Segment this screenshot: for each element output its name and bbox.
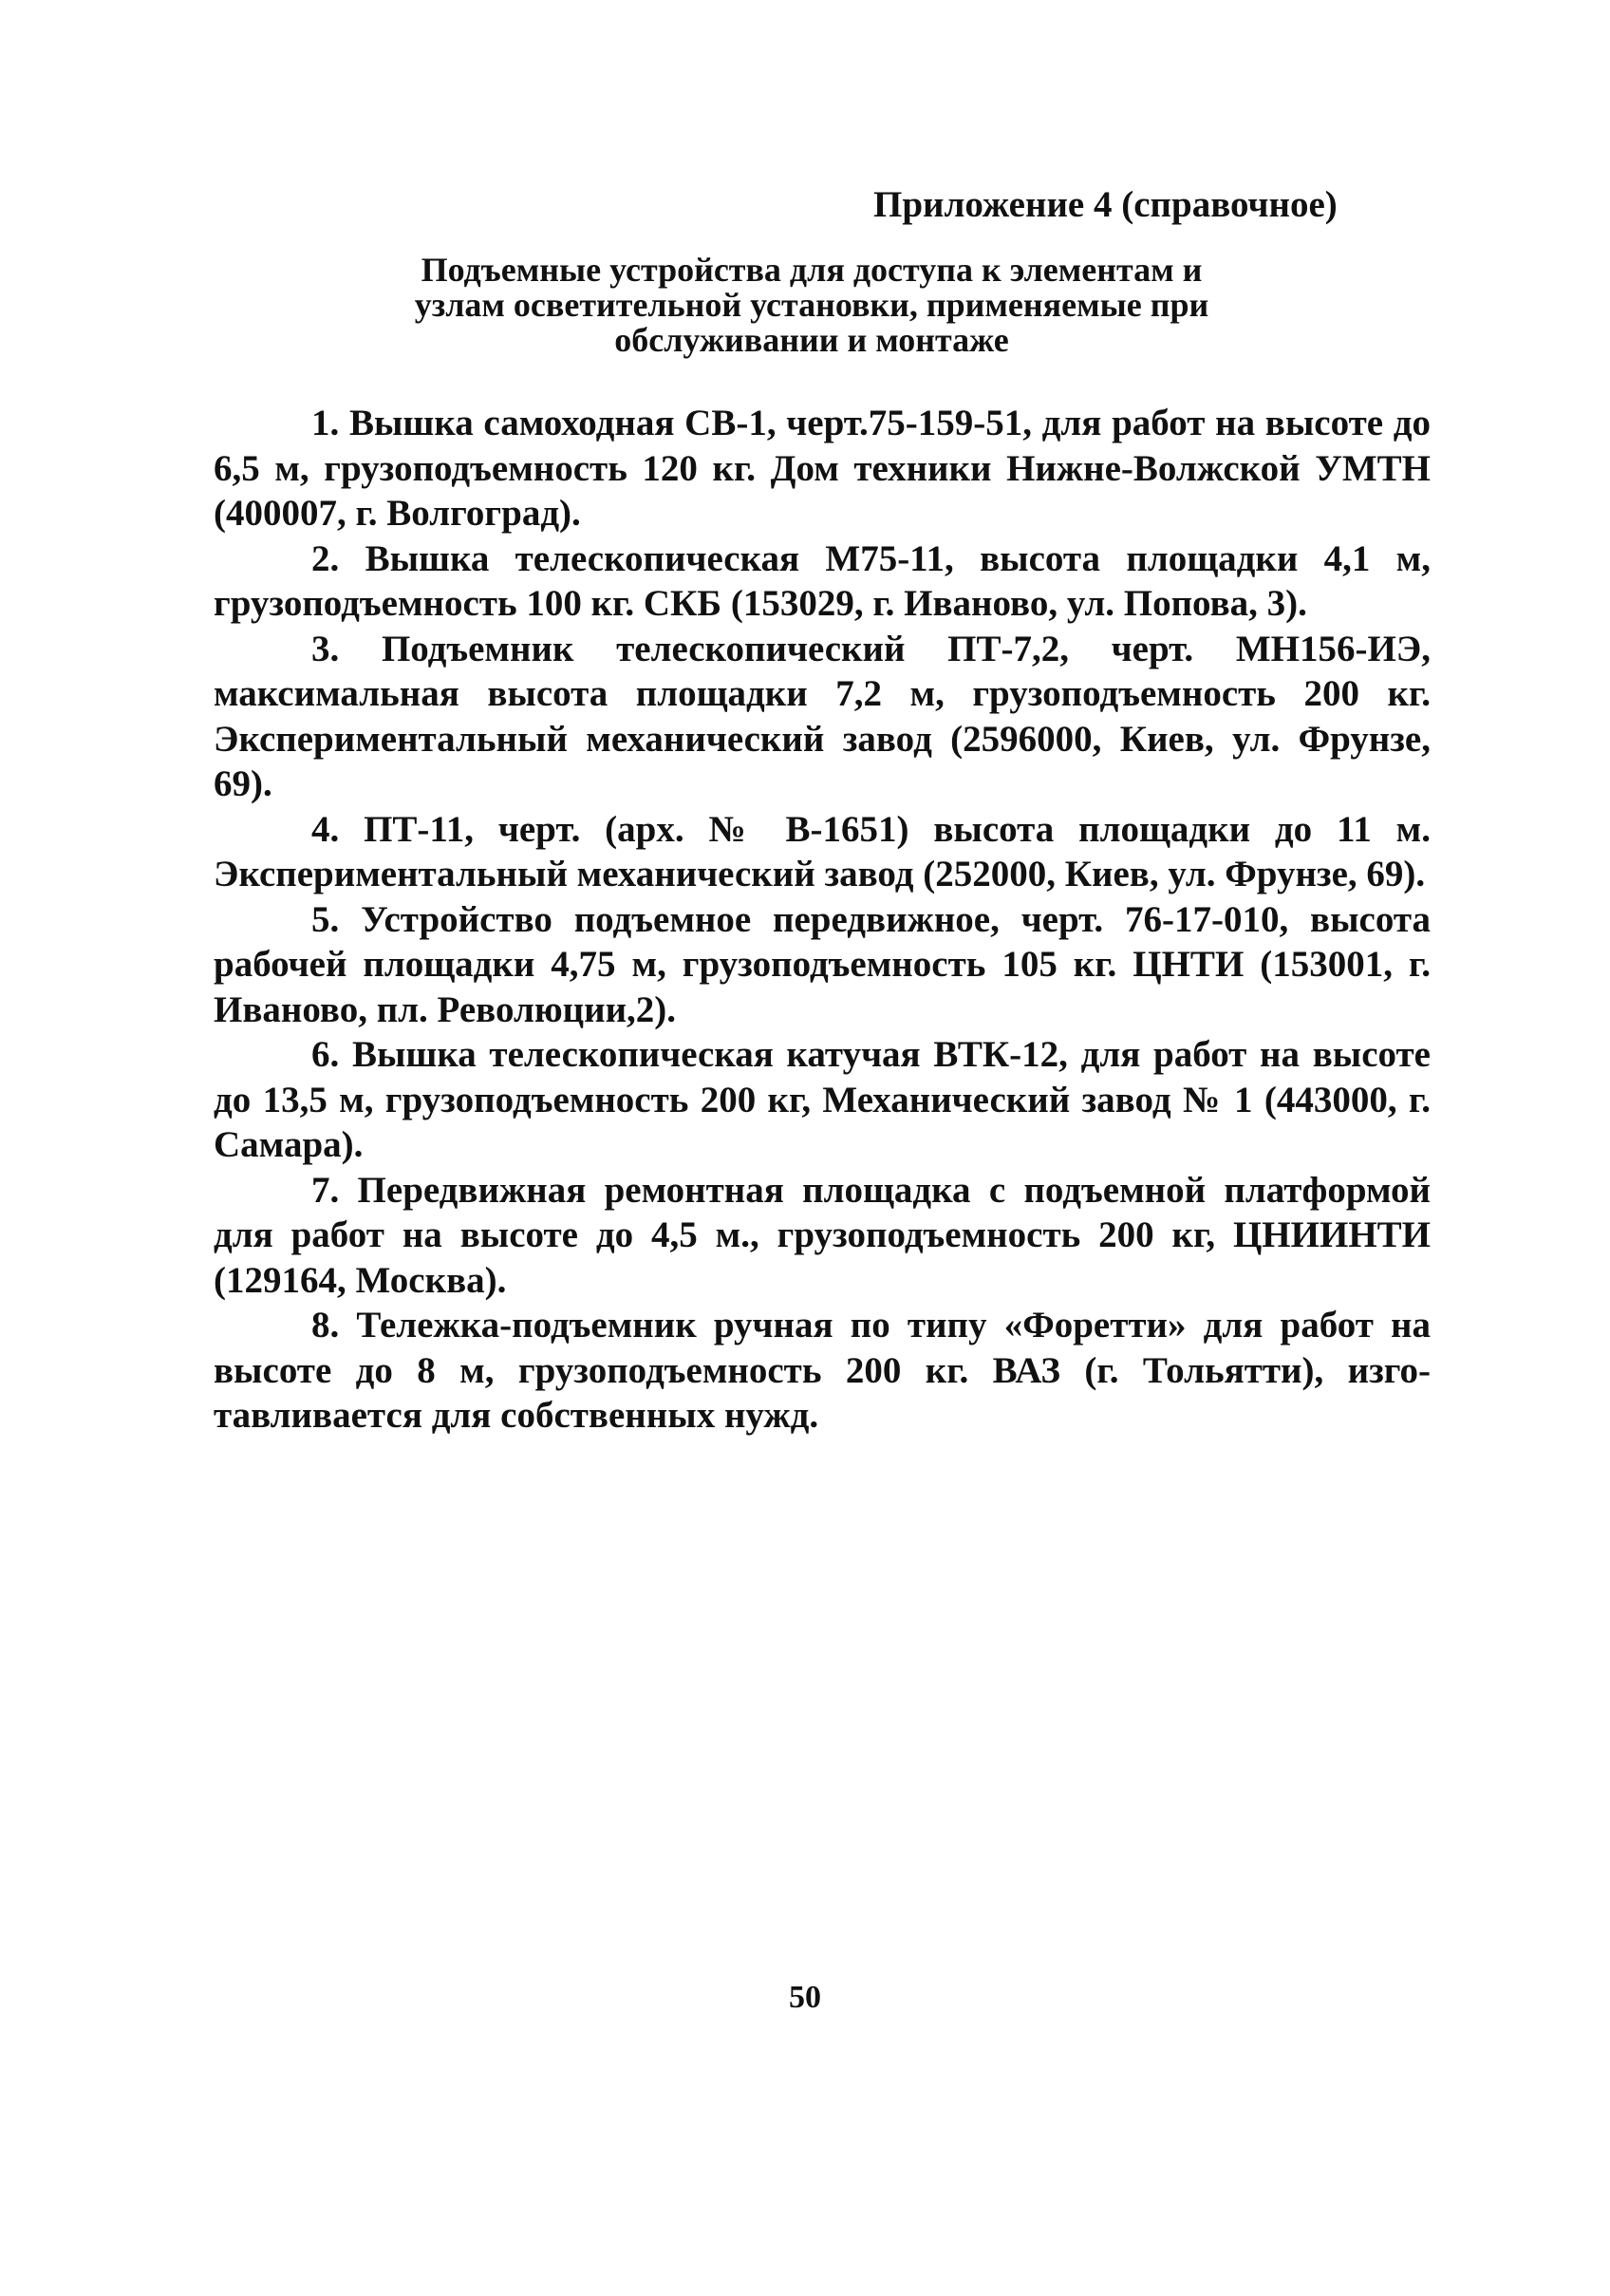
list-item-1: 1. Вышка самоходная СВ-1, черт.75-159-51, для работ на высоте до 6,5 м, грузоподъемность 120 кг. Дом техники Нижне-Волжской УМТН (400007, г. Волгоград). bbox=[214, 403, 1431, 534]
page-number: 50 bbox=[789, 1980, 821, 2015]
list-item-6: 6. Вышка телескопическая катучая ВТК-12, для работ на высоте до 13,5 м, грузоподъемность 200 кг, Механический завод № 1 (443000, г. Самара). bbox=[214, 1034, 1431, 1165]
list-item-8: 8. Тележка-подъемник ручная по типу «Форетти» для работ на высоте до 8 м, грузоподъемность 200 кг. ВАЗ (г. Тольятти), изготавливается для собственных нужд. bbox=[214, 1305, 1431, 1436]
title-line-2: узлам осветительной установки, применяемые при bbox=[414, 286, 1209, 324]
list-item-5: 5. Устройство подъемное передвижное, черт. 76-17-010, высота рабочей площадки 4,75 м, грузоподъемность 105 кг. ЦНТИ (153001, г. Иваново, пл. Революции,2). bbox=[214, 898, 1431, 1030]
appendix-label: Приложение 4 (справочное) bbox=[873, 184, 1338, 225]
title-line-3: обслуживании и монтаже bbox=[614, 321, 1009, 359]
list-item-4: 4. ПТ-11, черт. (арх. № В-1651) высота площадки до 11 м. Экспериментальный механический завод (252000, Киев, ул. Фрунзе, 69). bbox=[214, 808, 1431, 894]
list-item-3: 3. Подъемник телескопический ПТ-7,2, черт. МН156-ИЭ, максимальная высота площадки 7,2 м, грузоподъемность 200 кг. Экспериментальный механический завод (2596000, Киев, ул. Фрунзе, 69). bbox=[214, 628, 1431, 804]
list-item-7: 7. Передвижная ремонтная площадка с подъемной платформой для работ на высоте до 4,5 м., грузоподъемность 200 кг, ЦНИИНТИ (129164, Москва). bbox=[214, 1169, 1431, 1301]
document-title bbox=[323, 253, 1301, 358]
title-line-1: Подъемные устройства для доступа к элементам и bbox=[421, 251, 1203, 289]
device-list bbox=[214, 401, 1431, 1439]
list-item-2: 2. Вышка телескопическая М75-11, высота площадки 4,1 м, грузоподъемность 100 кг. СКБ (153029, г. Иваново, ул. Попова, 3). bbox=[214, 537, 1431, 624]
